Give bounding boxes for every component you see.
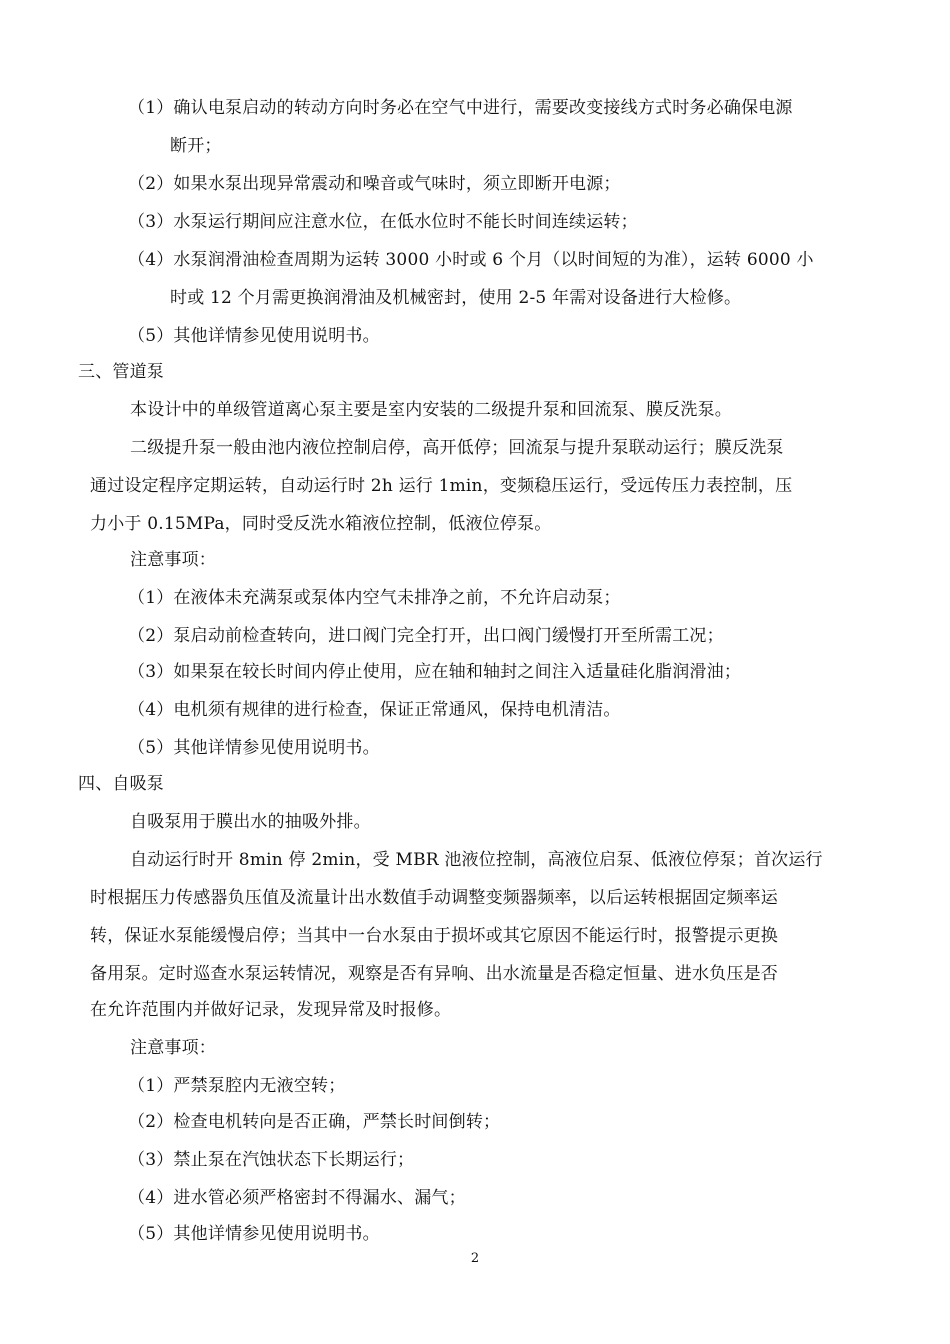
list-item: （3）如果泵在较长时间内停止使用，应在轴和轴封之间注入适量硅化脂润滑油； [128, 662, 742, 682]
list-item: （5）其他详情参见使用说明书。 [128, 326, 380, 346]
list-item-continuation: 时或 12 个月需更换润滑油及机械密封，使用 2-5 年需对设备进行大检修。 [170, 288, 742, 308]
paragraph-line: 通过设定程序定期运转，自动运行时 2h 运行 1min，变频稳压运行，受远传压力表控制，压 [90, 476, 793, 496]
list-item: （4）水泵润滑油检查周期为运转 3000 小时或 6 个月（以时间短的为准），运转 6000 小 [128, 250, 814, 270]
paragraph-line: 在允许范围内并做好记录，发现异常及时报修。 [90, 1000, 452, 1020]
paragraph-line: 二级提升泵一般由池内液位控制启停，高开低停；回流泵与提升泵联动运行；膜反洗泵 [130, 438, 784, 458]
list-item: （1）严禁泵腔内无液空转； [128, 1076, 346, 1096]
paragraph-line: 自动运行时开 8min 停 2min，受 MBR 池液位控制，高液位启泵、低液位停泵；首次运行 [130, 850, 823, 870]
list-item: （4）进水管必须严格密封不得漏水、漏气； [128, 1188, 466, 1208]
section-heading: 三、管道泵 [78, 362, 164, 382]
section-heading: 四、自吸泵 [78, 774, 164, 794]
list-item: （2）泵启动前检查转向，进口阀门完全打开，出口阀门缓慢打开至所需工况； [128, 626, 724, 646]
paragraph-line: 备用泵。定时巡查水泵运转情况，观察是否有异响、出水流量是否稳定恒量、进水负压是否 [90, 964, 778, 984]
notes-title: 注意事项： [130, 550, 216, 570]
notes-title: 注意事项： [130, 1038, 216, 1058]
list-item: （5）其他详情参见使用说明书。 [128, 738, 380, 758]
list-item: （1）在液体未充满泵或泵体内空气未排净之前，不允许启动泵； [128, 588, 621, 608]
list-item: （5）其他详情参见使用说明书。 [128, 1224, 380, 1244]
list-item-continuation: 断开； [170, 136, 222, 156]
list-item: （3）水泵运行期间应注意水位，在低水位时不能长时间连续运转； [128, 212, 638, 232]
list-item: （3）禁止泵在汽蚀状态下长期运行； [128, 1150, 415, 1170]
list-item: （1）确认电泵启动的转动方向时务必在空气中进行，需要改变接线方式时务必确保电源 [128, 98, 793, 118]
paragraph-line: 转，保证水泵能缓慢启停；当其中一台水泵由于损坏或其它原因不能运行时，报警提示更换 [90, 926, 778, 946]
list-item: （2）如果水泵出现异常震动和噪音或气味时，须立即断开电源； [128, 174, 621, 194]
list-item: （4）电机须有规律的进行检查，保证正常通风，保持电机清洁。 [128, 700, 621, 720]
paragraph-line: 本设计中的单级管道离心泵主要是室内安装的二级提升泵和回流泵、膜反洗泵。 [130, 400, 732, 420]
page-number: 2 [470, 1251, 480, 1266]
list-item: （2）检查电机转向是否正确，严禁长时间倒转； [128, 1112, 501, 1132]
paragraph-line: 力小于 0.15MPa，同时受反洗水箱液位控制，低液位停泵。 [90, 514, 552, 534]
paragraph-line: 时根据压力传感器负压值及流量计出水数值手动调整变频器频率，以后运转根据固定频率运 [90, 888, 778, 908]
paragraph-line: 自吸泵用于膜出水的抽吸外排。 [130, 812, 371, 832]
